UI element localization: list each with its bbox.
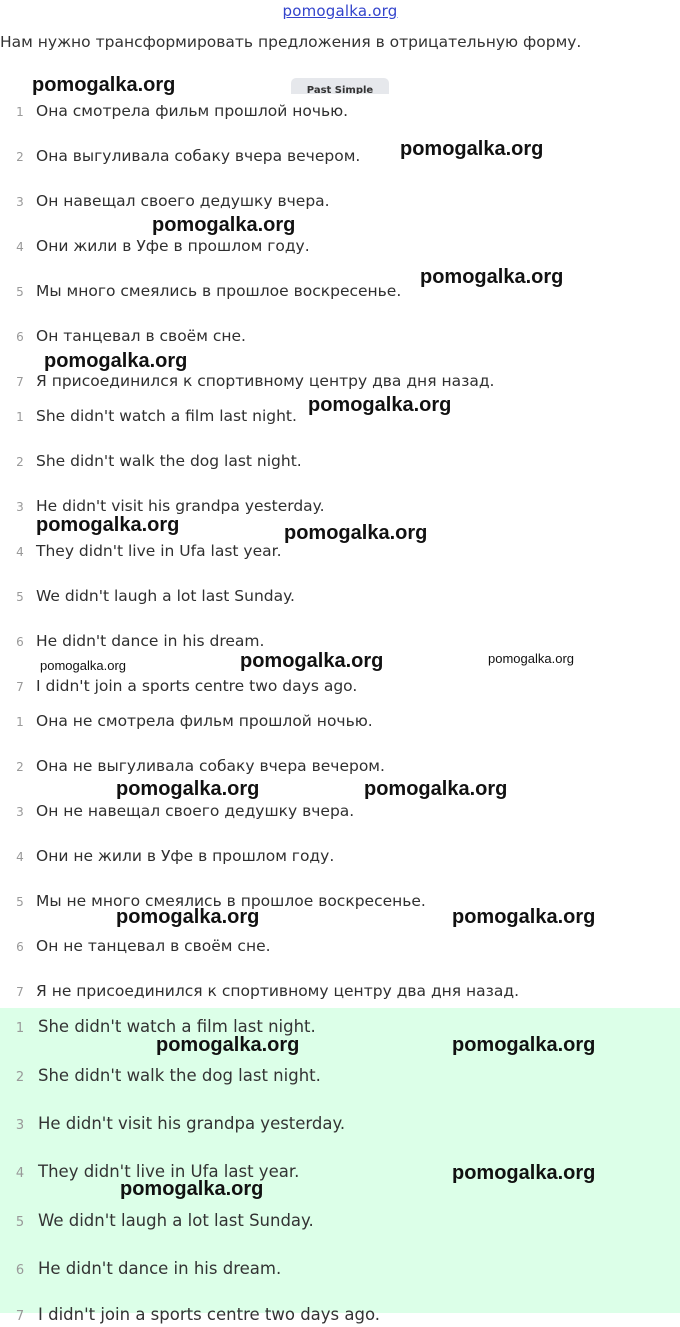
- item-text: He didn't dance in his dream.: [36, 632, 265, 650]
- item-text: I didn't join a sports centre two days ago.: [38, 1305, 381, 1324]
- list-item: [0, 1112, 680, 1136]
- item-number: 3: [16, 805, 24, 819]
- item-number: 4: [15, 1166, 25, 1181]
- watermark: pomogalka.org: [400, 138, 544, 160]
- item-text: She didn't watch a film last night.: [36, 407, 297, 425]
- item-number: 6: [16, 635, 24, 649]
- item-text: Я присоединился к спортивному центру два дня назад.: [36, 372, 495, 390]
- item-number: 1: [16, 410, 24, 424]
- list-item: [0, 754, 680, 778]
- watermark: pomogalka.org: [40, 658, 126, 673]
- item-text: He didn't visit his grandpa yesterday.: [38, 1114, 346, 1133]
- list-item: [0, 844, 680, 868]
- item-text: Он не навещал своего дедушку вчера.: [36, 802, 355, 820]
- list-item: [0, 674, 680, 698]
- list-item: [0, 144, 680, 168]
- item-number: 6: [16, 330, 24, 344]
- watermark: pomogalka.org: [116, 906, 260, 928]
- list-item: [0, 934, 680, 958]
- item-text: She didn't walk the dog last night.: [36, 452, 302, 470]
- watermark: pomogalka.org: [120, 1178, 264, 1200]
- list-item: [0, 584, 680, 608]
- task-instruction: Нам нужно трансформировать предложения в отрицательную форму.: [0, 33, 582, 51]
- item-number: 6: [15, 1263, 25, 1278]
- watermark: pomogalka.org: [156, 1034, 300, 1056]
- item-text: Он навещал своего дедушку вчера.: [36, 192, 330, 210]
- item-number: 2: [15, 1070, 25, 1085]
- item-text: Мы не много смеялись в прошлое воскресенье.: [36, 892, 426, 910]
- item-text: He didn't visit his grandpa yesterday.: [36, 497, 325, 515]
- item-text: Они не жили в Уфе в прошлом году.: [36, 847, 335, 865]
- item-text: She didn't watch a film last night.: [38, 1017, 316, 1036]
- watermark: pomogalka.org: [452, 1034, 596, 1056]
- item-text: I didn't join a sports centre two days ago.: [36, 677, 358, 695]
- item-number: 2: [16, 150, 24, 164]
- list-item: [0, 234, 680, 258]
- list-item: [0, 709, 680, 733]
- item-text: Она не выгуливала собаку вчера вечером.: [36, 757, 385, 775]
- watermark: pomogalka.org: [452, 906, 596, 928]
- watermark: pomogalka.org: [32, 74, 176, 96]
- watermark: pomogalka.org: [152, 214, 296, 236]
- item-number: 1: [16, 105, 24, 119]
- watermark: pomogalka.org: [44, 350, 188, 372]
- item-number: 2: [16, 760, 24, 774]
- item-number: 5: [16, 895, 24, 909]
- item-number: 4: [16, 240, 24, 254]
- watermark: pomogalka.org: [488, 651, 574, 666]
- item-number: 7: [15, 1309, 25, 1324]
- item-number: 7: [16, 680, 24, 694]
- list-item: [0, 1257, 680, 1281]
- item-number: 7: [16, 985, 24, 999]
- item-number: 7: [16, 375, 24, 389]
- watermark: pomogalka.org: [420, 266, 564, 288]
- watermark: pomogalka.org: [452, 1162, 596, 1184]
- item-number: 3: [16, 195, 24, 209]
- list-item: [0, 799, 680, 823]
- list-item: [0, 1209, 680, 1233]
- watermark: pomogalka.org: [36, 514, 180, 536]
- item-number: 2: [16, 455, 24, 469]
- item-number: 5: [15, 1215, 25, 1230]
- list-item: [0, 99, 680, 123]
- item-text: We didn't laugh a lot last Sunday.: [36, 587, 295, 605]
- watermark: pomogalka.org: [364, 778, 508, 800]
- list-item: [0, 979, 680, 1003]
- watermark: pomogalka.org: [308, 394, 452, 416]
- list-item: [0, 189, 680, 213]
- item-text: They didn't live in Ufa last year.: [38, 1162, 300, 1181]
- watermark: pomogalka.org: [284, 522, 428, 544]
- list-item: [0, 324, 680, 348]
- item-number: 4: [16, 850, 24, 864]
- watermark: pomogalka.org: [116, 778, 260, 800]
- list-item: [0, 1303, 680, 1327]
- tense-tag: Past Simple: [291, 78, 389, 94]
- item-text: Я не присоединился к спортивному центру два дня назад.: [36, 982, 520, 1000]
- item-text: Она не смотрела фильм прошлой ночью.: [36, 712, 373, 730]
- item-number: 6: [16, 940, 24, 954]
- item-text: Она выгуливала собаку вчера вечером.: [36, 147, 361, 165]
- list-item: [0, 449, 680, 473]
- item-text: Они жили в Уфе в прошлом году.: [36, 237, 310, 255]
- item-number: 4: [16, 545, 24, 559]
- list-item: [0, 1064, 680, 1088]
- site-title-link[interactable]: pomogalka.org: [282, 2, 398, 20]
- item-number: 5: [16, 590, 24, 604]
- item-text: She didn't walk the dog last night.: [38, 1066, 321, 1085]
- item-number: 3: [15, 1118, 25, 1133]
- list-item: [0, 279, 680, 303]
- item-number: 1: [15, 1021, 25, 1036]
- item-number: 5: [16, 285, 24, 299]
- watermark: pomogalka.org: [240, 650, 384, 672]
- item-number: 1: [16, 715, 24, 729]
- item-text: Мы много смеялись в прошлое воскресенье.: [36, 282, 402, 300]
- item-text: We didn't laugh a lot last Sunday.: [38, 1211, 314, 1230]
- item-text: They didn't live in Ufa last year.: [36, 542, 282, 560]
- item-text: Она смотрела фильм прошлой ночью.: [36, 102, 349, 120]
- item-text: He didn't dance in his dream.: [38, 1259, 282, 1278]
- item-number: 3: [16, 500, 24, 514]
- item-text: Он танцевал в своём сне.: [36, 327, 246, 345]
- item-text: Он не танцевал в своём сне.: [36, 937, 271, 955]
